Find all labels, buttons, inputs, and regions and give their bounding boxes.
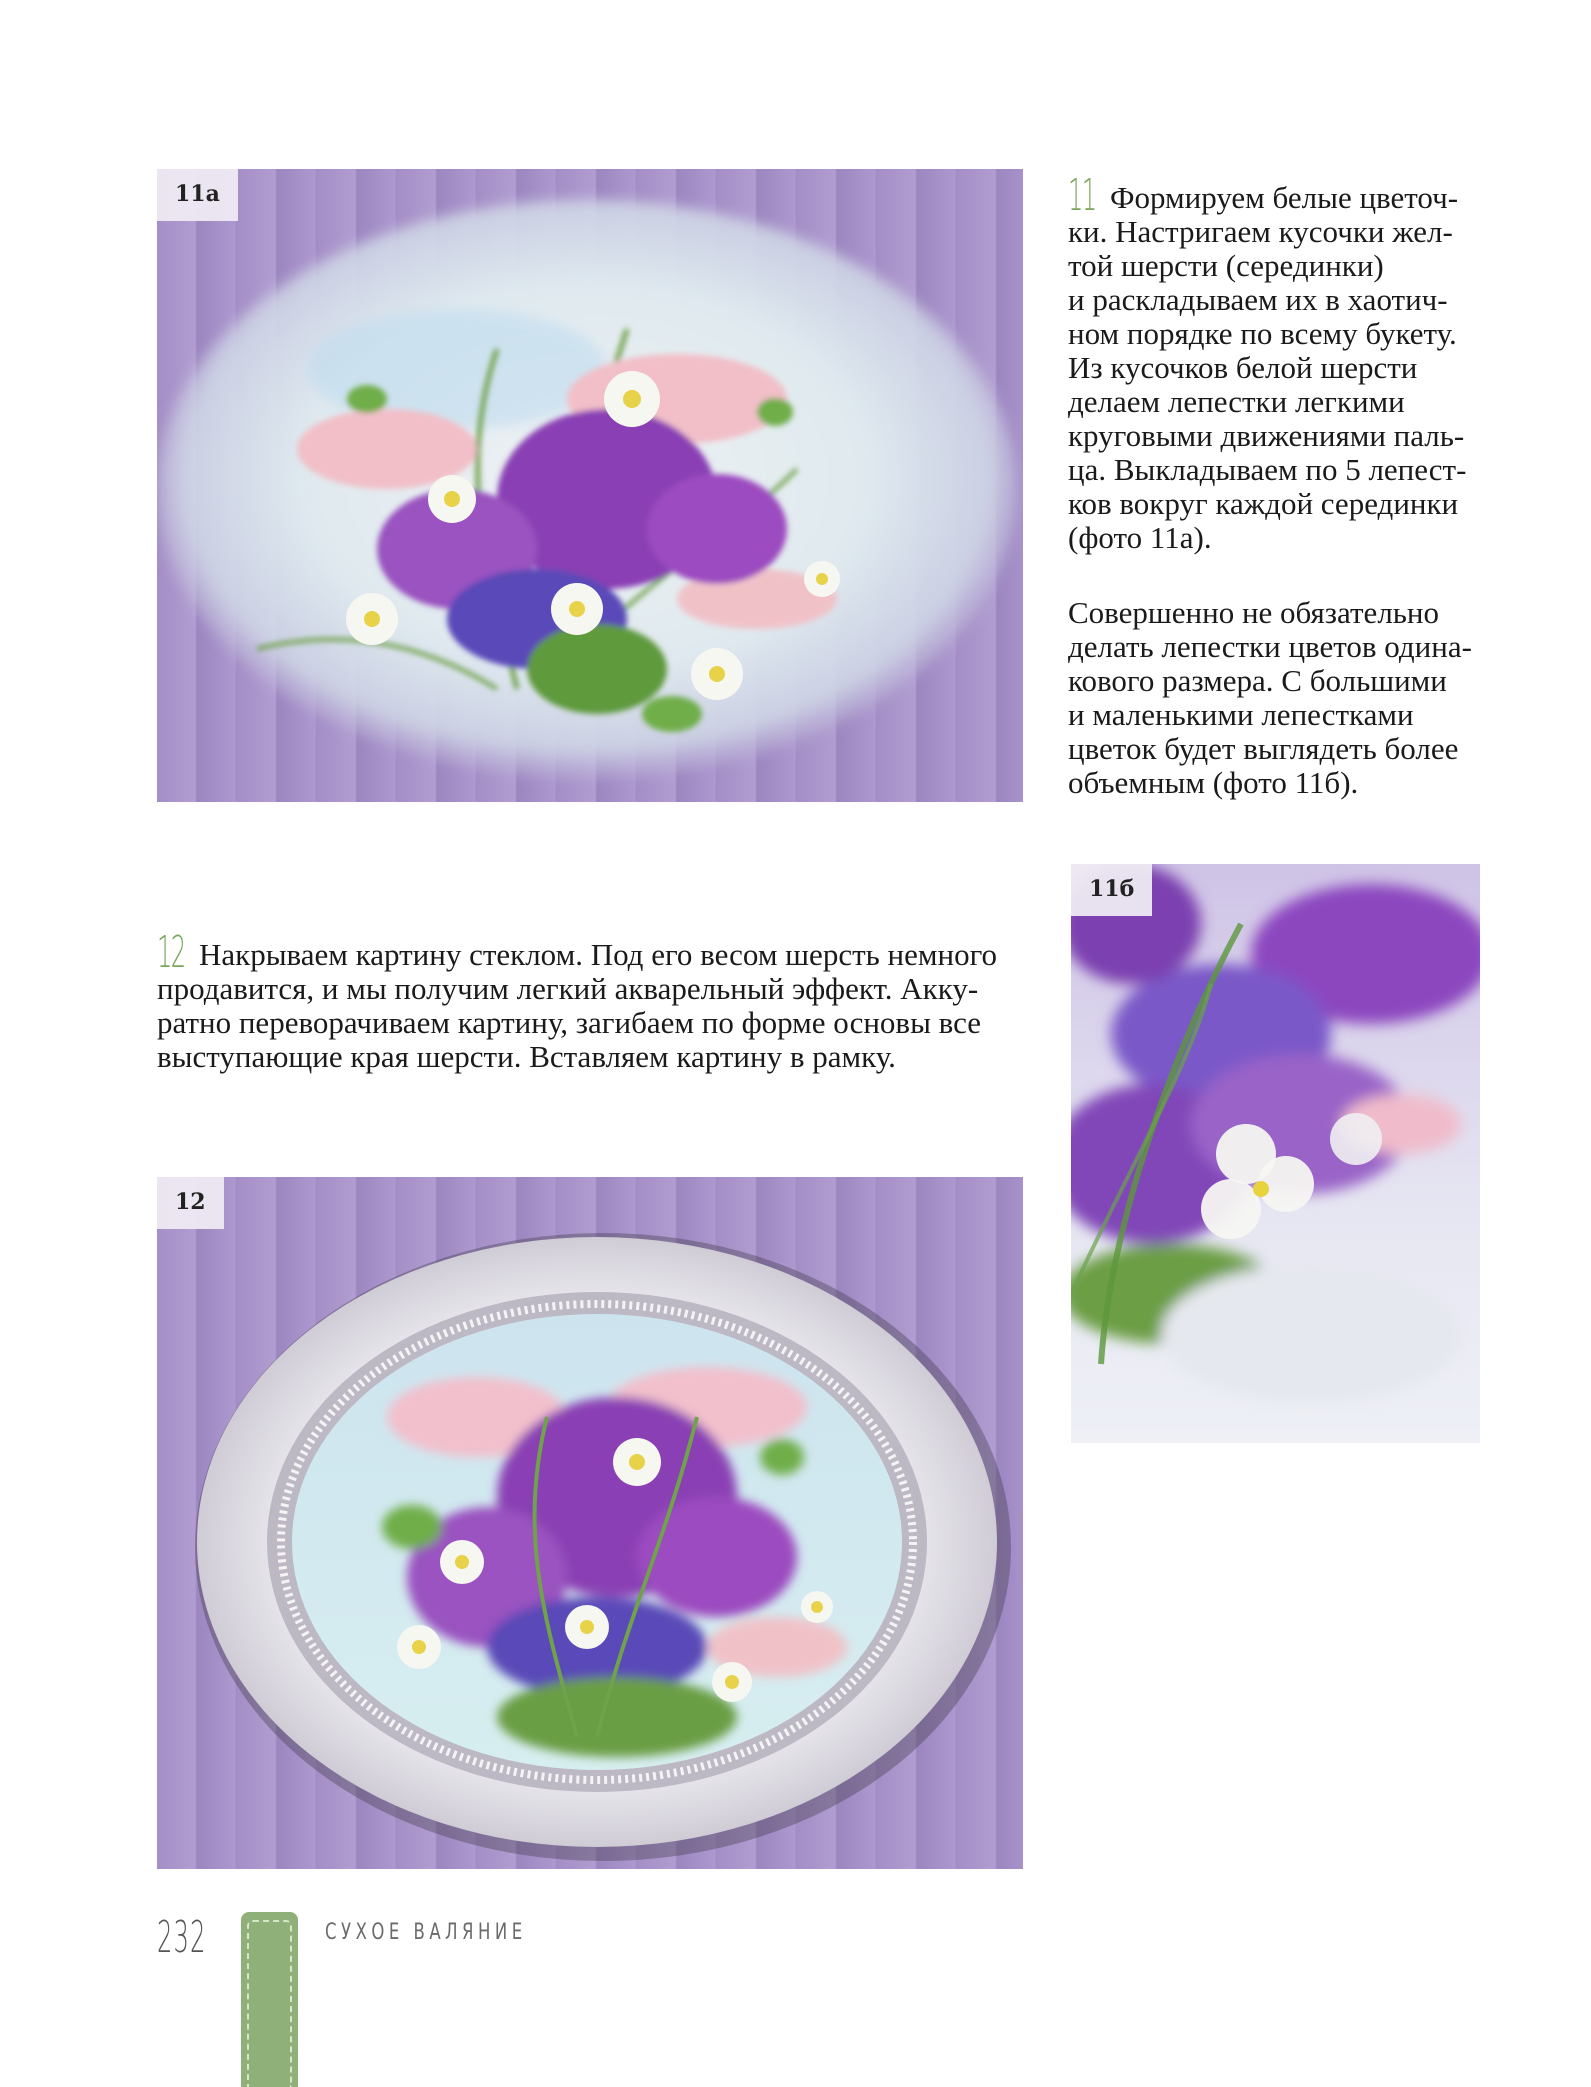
chapter-tab-stitching <box>247 1920 292 2087</box>
note-line-4: цветок будет выглядеть более <box>1068 731 1459 766</box>
step-11-line-9: ков вокруг каждой серединки <box>1068 486 1459 521</box>
step-11-line-2: той шерсти (серединки) <box>1068 248 1384 283</box>
photo-12-image <box>157 1177 1023 1869</box>
step-11-line-4: ном порядке по всему букету. <box>1068 316 1457 351</box>
step-12-line-3: выступающие края шерсти. Вставляем картину в рамку. <box>157 1039 896 1074</box>
step-11-line-8: ца. Выкладываем по 5 лепест- <box>1068 452 1467 487</box>
step-11-line-1: ки. Настригаем кусочки жел- <box>1068 214 1453 249</box>
note-line-0: Совершенно не обязательно <box>1068 595 1440 630</box>
step-12-line-0: Накрываем картину стеклом. Под его весом шерсть немного <box>199 937 998 972</box>
step-12-line-2: ратно переворачиваем картину, загибаем по форме основы все <box>157 1005 981 1040</box>
step-11-note <box>1068 596 1488 800</box>
photo-11b-image <box>1071 864 1480 1443</box>
note-line-1: делать лепестки цветов одина- <box>1068 629 1472 664</box>
step-12-line-1: продавится, и мы получим легкий акварельный эффект. Акку- <box>157 971 979 1006</box>
step-11-line-0: Формируем белые цветоч- <box>1110 180 1459 215</box>
running-head: СУХОЕ ВАЛЯНИЕ <box>325 1920 527 1945</box>
step-11-line-6: делаем лепестки легкими <box>1068 384 1405 419</box>
step-11-line-3: и раскладываем их в хаотич- <box>1068 282 1448 317</box>
photo-11b <box>1071 864 1480 1443</box>
page-number: 232 <box>157 1912 207 1963</box>
photo-label-11b: 11б <box>1071 864 1152 916</box>
note-line-2: кового размера. С большими <box>1068 663 1447 698</box>
chapter-tab <box>241 1912 298 2087</box>
note-line-5: объемным (фото 11б). <box>1068 765 1359 800</box>
step-11-number: 11 <box>1068 170 1096 221</box>
photo-11a-image <box>157 169 1023 802</box>
photo-12 <box>157 1177 1023 1869</box>
step-11-paragraph <box>1068 170 1488 555</box>
step-11-line-10: (фото 11а). <box>1068 520 1212 555</box>
step-12-number: 12 <box>157 927 185 978</box>
photo-11a <box>157 169 1023 802</box>
note-line-3: и маленькими лепестками <box>1068 697 1414 732</box>
photo-label-11a: 11а <box>157 169 238 221</box>
photo-label-12: 12 <box>157 1177 224 1229</box>
step-12-paragraph <box>157 927 1017 1074</box>
step-11-line-5: Из кусочков белой шерсти <box>1068 350 1418 385</box>
step-11-line-7: круговыми движениями паль- <box>1068 418 1465 453</box>
